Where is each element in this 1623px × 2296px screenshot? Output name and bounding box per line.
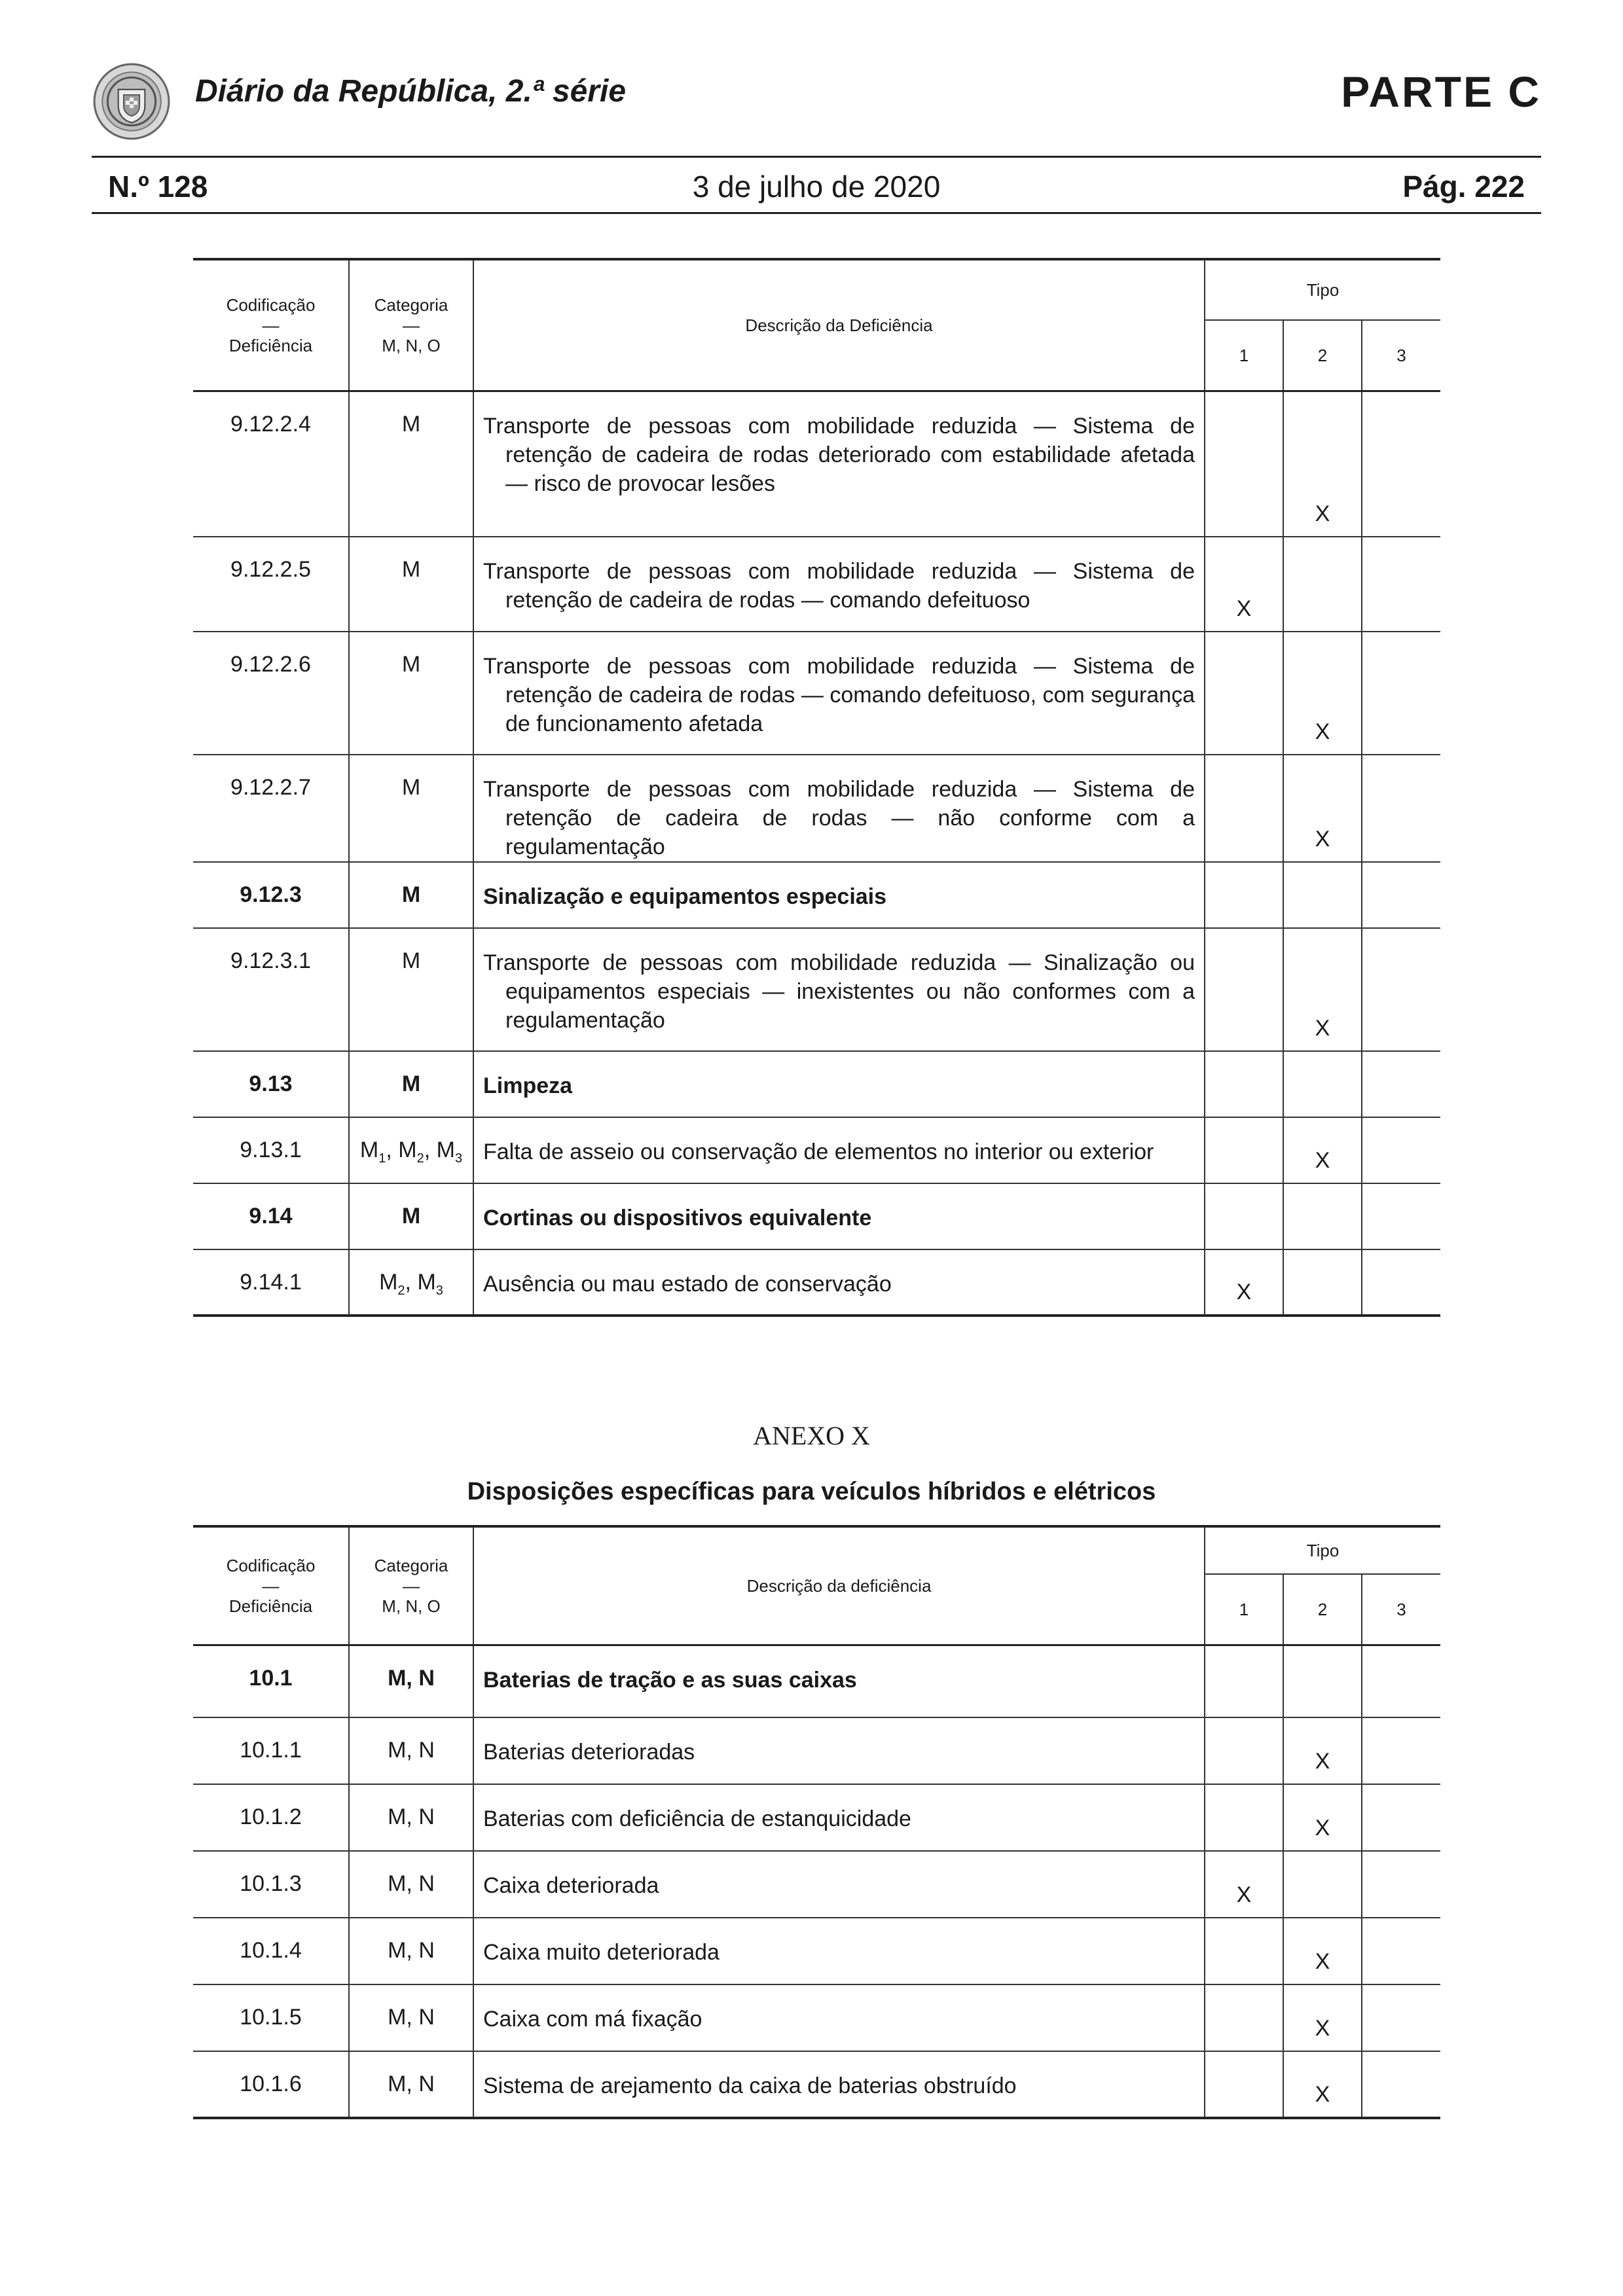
row-description-text: Caixa deteriorada <box>483 1873 659 1898</box>
row-code: 9.13.1 <box>193 1117 349 1183</box>
row-category: $M_2$, $M_3$ <box>349 1249 473 1316</box>
table-row <box>193 1918 1440 1984</box>
col-header-dash: — <box>403 315 420 335</box>
row-type-t1 <box>1205 1784 1283 1851</box>
col-header-t2: 2 <box>1283 1574 1362 1645</box>
col-header-code-top: Codificação <box>226 1555 316 1575</box>
col-header-t1: 1 <box>1205 1574 1283 1645</box>
col-header-code <box>193 1526 349 1645</box>
row-type-t3 <box>1362 1851 1440 1918</box>
row-description <box>473 1051 1205 1117</box>
row-description <box>473 2051 1205 2118</box>
row-type-t2: X <box>1283 1918 1362 1984</box>
row-description-text: Transporte de pessoas com mobilidade reduzida — Sinalização ou equipamentos especiais — inexistentes ou não conformes com a regulamentação <box>483 950 1195 1033</box>
table-row <box>193 1249 1440 1316</box>
issue-number: N.º 128 <box>108 170 208 204</box>
table-row <box>193 1183 1440 1249</box>
coat-of-arms-logo <box>92 62 172 141</box>
row-description <box>473 1249 1205 1316</box>
row-description <box>473 862 1205 928</box>
row-description-text: Cortinas ou dispositivos equivalente <box>483 1205 872 1230</box>
issue-date: 3 de julho de 2020 <box>692 170 941 204</box>
row-code: 10.1.2 <box>193 1784 349 1851</box>
row-type-t1 <box>1205 1717 1283 1784</box>
row-type-t1 <box>1205 2051 1283 2118</box>
table-row <box>193 755 1440 862</box>
row-description-text: Transporte de pessoas com mobilidade reduzida — Sistema de retenção de cadeira de rodas deteriorado com estabilidade afetada — risco de provocar lesões <box>483 414 1195 496</box>
row-type-t3 <box>1362 537 1440 632</box>
row-description <box>473 1117 1205 1183</box>
row-description-text: Sistema de arejamento da caixa de baterias obstruído <box>483 2073 1017 2098</box>
col-header-dash: — <box>262 1575 280 1596</box>
row-category: M, N <box>349 1645 473 1717</box>
row-type-t1: X <box>1205 1851 1283 1918</box>
row-type-t3 <box>1362 1051 1440 1117</box>
row-description-text: Baterias de tração e as suas caixas <box>483 1668 857 1693</box>
row-type-t3 <box>1362 632 1440 755</box>
row-type-t2: X <box>1283 1117 1362 1183</box>
row-code: 9.12.2.6 <box>193 632 349 755</box>
row-type-t3 <box>1362 1717 1440 1784</box>
row-description-text: Baterias deterioradas <box>483 1739 695 1765</box>
row-type-t2 <box>1283 1249 1362 1316</box>
annex-subtitle: Disposições específicas para veículos híbridos e elétricos <box>467 1478 1156 1505</box>
row-description <box>473 1984 1205 2051</box>
row-code: 9.14.1 <box>193 1249 349 1316</box>
row-type-t2: X <box>1283 391 1362 537</box>
table-row <box>193 1645 1440 1717</box>
col-header-cat-bottom: M, N, O <box>382 335 441 355</box>
row-type-t3 <box>1362 1984 1440 2051</box>
row-description-text: Transporte de pessoas com mobilidade reduzida — Sistema de retenção de cadeira de rodas — comando defeituoso <box>483 558 1195 613</box>
row-type-t1 <box>1205 1984 1283 2051</box>
row-type-t1 <box>1205 755 1283 862</box>
row-category: M, N <box>349 2051 473 2118</box>
row-code: 10.1.5 <box>193 1984 349 2051</box>
issue-bar <box>92 169 1541 208</box>
row-type-t2: X <box>1283 755 1362 862</box>
row-category: M <box>349 537 473 632</box>
row-type-t3 <box>1362 1249 1440 1316</box>
header-rule-top <box>92 156 1541 158</box>
table-row <box>193 928 1440 1051</box>
row-type-t1 <box>1205 928 1283 1051</box>
publication-title: Diário da República, 2.ª série <box>195 74 627 109</box>
row-category: M <box>349 1183 473 1249</box>
row-type-t3 <box>1362 755 1440 862</box>
row-type-t3 <box>1362 2051 1440 2118</box>
row-code: 10.1.6 <box>193 2051 349 2118</box>
col-header-description: Descrição da Deficiência <box>473 259 1205 391</box>
row-type-t2 <box>1283 1183 1362 1249</box>
row-code: 10.1.4 <box>193 1918 349 1984</box>
row-description-text: Caixa com má fixação <box>483 2006 702 2032</box>
annex-title: ANEXO X <box>753 1421 870 1450</box>
row-category: M, N <box>349 1984 473 2051</box>
row-type-t1 <box>1205 1117 1283 1183</box>
row-type-t2: X <box>1283 1984 1362 2051</box>
row-type-t3 <box>1362 928 1440 1051</box>
part-label: PARTE C <box>1341 67 1541 116</box>
row-description-text: Falta de asseio ou conservação de elementos no interior ou exterior <box>483 1139 1154 1164</box>
row-type-t1 <box>1205 632 1283 755</box>
row-type-t3 <box>1362 391 1440 537</box>
row-description <box>473 1645 1205 1717</box>
row-type-t1: X <box>1205 537 1283 632</box>
row-description <box>473 1784 1205 1851</box>
row-description-text: Transporte de pessoas com mobilidade reduzida — Sistema de retenção de cadeira de rodas — não conforme com a regulamentação <box>483 776 1195 859</box>
row-type-t2: X <box>1283 1784 1362 1851</box>
deficiency-table-1 <box>193 258 1440 1317</box>
row-code: 9.12.2.4 <box>193 391 349 537</box>
col-header-t3: 3 <box>1362 1574 1440 1645</box>
row-type-t3 <box>1362 1117 1440 1183</box>
row-description-text: Ausência ou mau estado de conservação <box>483 1271 892 1297</box>
col-header-cat-top: Categoria <box>374 1555 448 1575</box>
table-2-body <box>193 1645 1440 2118</box>
row-code: 10.1.3 <box>193 1851 349 1918</box>
col-header-dash: — <box>262 315 280 335</box>
row-type-t2 <box>1283 1051 1362 1117</box>
col-header-dash: — <box>403 1575 420 1596</box>
row-description-text: Transporte de pessoas com mobilidade reduzida — Sistema de retenção de cadeira de rodas — comando defeituoso, com segurança de funcionamento afetada <box>483 653 1195 736</box>
table-row <box>193 632 1440 755</box>
col-header-code-bottom: Deficiência <box>228 1596 313 1616</box>
row-category: $M_1$, $M_2$, $M_3$ <box>349 1117 473 1183</box>
row-type-t1 <box>1205 1051 1283 1117</box>
row-description <box>473 1851 1205 1918</box>
col-header-cat-top: Categoria <box>374 295 448 315</box>
table-row <box>193 862 1440 928</box>
row-category: M <box>349 632 473 755</box>
row-type-t1 <box>1205 862 1283 928</box>
table-1-body <box>193 391 1440 1316</box>
row-category: M <box>349 1051 473 1117</box>
col-header-cat-bottom: M, N, O <box>382 1596 441 1616</box>
row-type-t1 <box>1205 1183 1283 1249</box>
col-header-category <box>349 259 473 391</box>
row-description <box>473 928 1205 1051</box>
row-code: 9.12.2.5 <box>193 537 349 632</box>
page-number: Pág. 222 <box>1402 170 1525 204</box>
row-type-t3 <box>1362 1183 1440 1249</box>
row-description <box>473 1717 1205 1784</box>
row-code: 9.12.3.1 <box>193 928 349 1051</box>
row-code: 9.14 <box>193 1183 349 1249</box>
table-row <box>193 1784 1440 1851</box>
row-type-t1 <box>1205 1645 1283 1717</box>
row-type-t2 <box>1283 537 1362 632</box>
deficiency-table-2 <box>193 1525 1440 2119</box>
row-type-t1 <box>1205 1918 1283 1984</box>
row-category: M, N <box>349 1717 473 1784</box>
header-rule-bottom <box>92 212 1541 214</box>
row-code: 10.1 <box>193 1645 349 1717</box>
table-row <box>193 1117 1440 1183</box>
row-description-text: Caixa muito deteriorada <box>483 1939 720 1965</box>
row-type-t2: X <box>1283 1717 1362 1784</box>
row-description <box>473 1918 1205 1984</box>
col-header-t3: 3 <box>1362 320 1440 391</box>
table-row <box>193 1984 1440 2051</box>
row-type-t3 <box>1362 1645 1440 1717</box>
table-row <box>193 537 1440 632</box>
row-type-t2 <box>1283 1645 1362 1717</box>
col-header-code-bottom: Deficiência <box>228 335 313 355</box>
col-header-tipo: Tipo <box>1205 259 1440 320</box>
row-type-t3 <box>1362 1918 1440 1984</box>
row-code: 9.12.3 <box>193 862 349 928</box>
row-type-t1: X <box>1205 1249 1283 1316</box>
row-description <box>473 537 1205 632</box>
row-category: M, N <box>349 1918 473 1984</box>
table-row <box>193 2051 1440 2118</box>
row-description-text: Sinalização e equipamentos especiais <box>483 884 887 909</box>
row-description-text: Limpeza <box>483 1073 573 1098</box>
row-category: M <box>349 755 473 862</box>
col-header-t1: 1 <box>1205 320 1283 391</box>
table-row <box>193 1717 1440 1784</box>
row-type-t2: X <box>1283 928 1362 1051</box>
page-header <box>92 58 1541 156</box>
row-description-text: Baterias com deficiência de estanquicidade <box>483 1806 911 1831</box>
col-header-t2: 2 <box>1283 320 1362 391</box>
row-code: 9.12.2.7 <box>193 755 349 862</box>
table-row <box>193 1851 1440 1918</box>
row-description <box>473 632 1205 755</box>
row-code: 10.1.1 <box>193 1717 349 1784</box>
row-code: 9.13 <box>193 1051 349 1117</box>
row-type-t2: X <box>1283 2051 1362 2118</box>
col-header-category <box>349 1526 473 1645</box>
row-category: M, N <box>349 1784 473 1851</box>
row-category: M <box>349 391 473 537</box>
table-row <box>193 1051 1440 1117</box>
col-header-tipo: Tipo <box>1205 1526 1440 1574</box>
row-type-t2 <box>1283 1851 1362 1918</box>
row-type-t2 <box>1283 862 1362 928</box>
col-header-description: Descrição da deficiência <box>473 1526 1205 1645</box>
col-header-code-top: Codificação <box>226 295 316 315</box>
row-description <box>473 755 1205 862</box>
row-description <box>473 391 1205 537</box>
row-category: M <box>349 862 473 928</box>
row-type-t3 <box>1362 1784 1440 1851</box>
row-type-t3 <box>1362 862 1440 928</box>
row-description <box>473 1183 1205 1249</box>
row-type-t1 <box>1205 391 1283 537</box>
row-category: M, N <box>349 1851 473 1918</box>
row-category: M <box>349 928 473 1051</box>
col-header-code <box>193 259 349 391</box>
row-type-t2: X <box>1283 632 1362 755</box>
table-row <box>193 391 1440 537</box>
